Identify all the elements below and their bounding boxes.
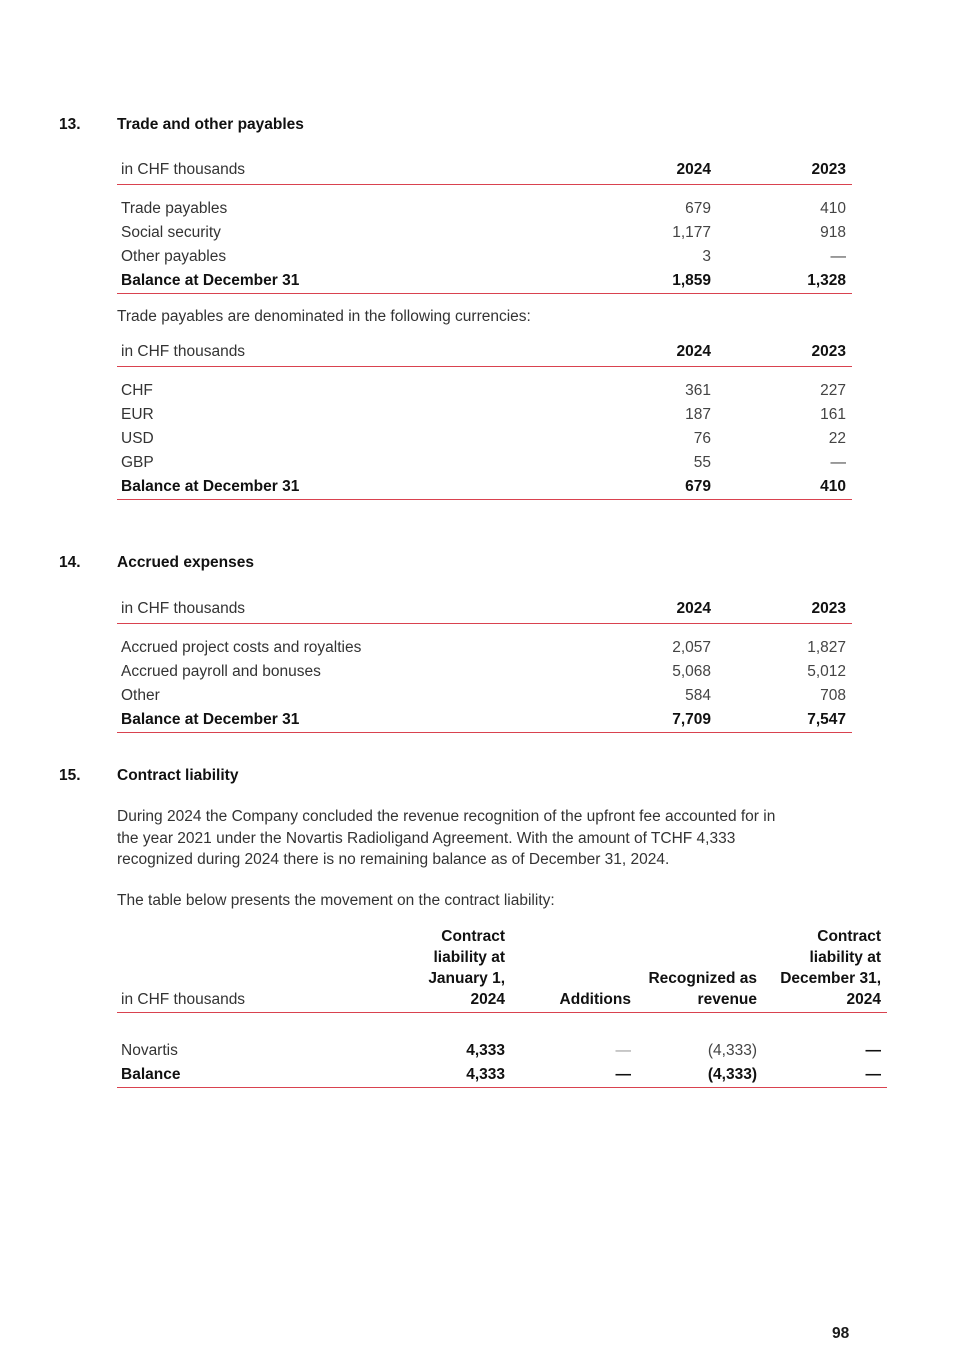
cell-value: —	[830, 454, 846, 471]
cell-value: 4,333	[466, 1042, 505, 1059]
column-header: 2023	[717, 597, 852, 624]
cell-value: 5,068	[672, 663, 711, 680]
cell-value: 22	[828, 430, 846, 447]
cell-value: 410	[717, 475, 852, 500]
cell-value: (4,333)	[637, 1063, 763, 1088]
cell-value: 1,827	[807, 639, 846, 656]
column-header-opening	[407, 926, 511, 1013]
table-row	[117, 660, 852, 684]
cell-value: 7,547	[717, 708, 852, 733]
column-header-additions	[511, 926, 637, 1013]
unit-label: in CHF thousands	[117, 926, 407, 1013]
total-row	[117, 475, 852, 500]
row-label: Social security	[121, 224, 221, 241]
cell-value: (4,333)	[707, 1042, 757, 1059]
table-row	[117, 684, 852, 708]
table-row	[117, 197, 852, 221]
row-label: Accrued project costs and royalties	[121, 639, 362, 656]
table-row	[117, 636, 852, 660]
paragraph-line: During 2024 the Company concluded the revenue recognition of the upfront fee accounted for in	[117, 808, 776, 825]
contract-liability-table	[117, 926, 887, 1088]
header-line: Recognized as	[648, 970, 757, 987]
column-header: 2024	[587, 340, 717, 367]
column-header: 2023	[717, 158, 852, 185]
intro-text: Trade payables are denominated in the following currencies:	[117, 308, 531, 325]
total-row	[117, 708, 852, 733]
section-number: 14.	[59, 554, 81, 571]
contract-liability-paragraph	[117, 806, 775, 871]
header-line: 2024	[470, 991, 505, 1008]
cell-value: —	[615, 1042, 631, 1059]
cell-value: 4,333	[407, 1063, 511, 1088]
header-line: liability at	[809, 949, 881, 966]
unit-label: in CHF thousands	[117, 597, 587, 624]
row-label: USD	[121, 430, 154, 447]
cell-value: 76	[693, 430, 711, 447]
cell-value: 679	[685, 200, 711, 217]
table-row	[117, 451, 852, 475]
cell-value: 708	[820, 687, 846, 704]
table-row	[117, 1039, 887, 1063]
cell-value: 918	[820, 224, 846, 241]
row-label: Balance at December 31	[117, 269, 587, 294]
page-number: 98	[832, 1325, 850, 1342]
section-title: Trade and other payables	[117, 116, 304, 133]
paragraph-line: recognized during 2024 there is no remaining balance as of December 31, 2024.	[117, 851, 670, 868]
cell-value: 1,859	[587, 269, 717, 294]
column-header-recognized	[637, 926, 763, 1013]
movement-intro	[117, 890, 555, 912]
row-label: Balance	[117, 1063, 407, 1088]
cell-value: 1,177	[672, 224, 711, 241]
cell-value: 161	[820, 406, 846, 423]
unit-label: in CHF thousands	[117, 158, 587, 185]
cell-value: 3	[702, 248, 711, 265]
header-line: revenue	[697, 991, 757, 1008]
row-label: GBP	[121, 454, 154, 471]
cell-value: 679	[587, 475, 717, 500]
table-row	[117, 403, 852, 427]
header-line: Contract	[817, 928, 881, 945]
accrued-expenses-table	[117, 597, 852, 733]
column-header: 2024	[587, 158, 717, 185]
cell-value: 410	[820, 200, 846, 217]
column-header-closing	[763, 926, 887, 1013]
header-line: December 31,	[780, 970, 881, 987]
intro-text: The table below presents the movement on the contract liability:	[117, 892, 555, 909]
trade-payables-table	[117, 158, 852, 294]
header-line: Additions	[559, 991, 631, 1008]
cell-value: 5,012	[807, 663, 846, 680]
section-number: 13.	[59, 116, 81, 133]
row-label: Accrued payroll and bonuses	[121, 663, 321, 680]
cell-value: 55	[693, 454, 711, 471]
row-label: Balance at December 31	[117, 475, 587, 500]
cell-value: 227	[820, 382, 846, 399]
row-label: Other	[121, 687, 160, 704]
header-line: 2024	[846, 991, 881, 1008]
row-label: EUR	[121, 406, 154, 423]
header-line: Contract	[441, 928, 505, 945]
total-row	[117, 269, 852, 294]
cell-value: —	[830, 248, 846, 265]
cell-value: 187	[685, 406, 711, 423]
total-row	[117, 1063, 887, 1088]
currency-intro	[117, 306, 531, 328]
cell-value: 2,057	[672, 639, 711, 656]
section-number: 15.	[59, 767, 81, 784]
cell-value: —	[865, 1042, 881, 1059]
cell-value: 361	[685, 382, 711, 399]
row-label: Other payables	[121, 248, 227, 265]
table-row	[117, 221, 852, 245]
table-row	[117, 245, 852, 269]
section-title: Accrued expenses	[117, 554, 254, 571]
cell-value: 1,328	[717, 269, 852, 294]
row-label: Trade payables	[121, 200, 228, 217]
cell-value: —	[511, 1063, 637, 1088]
row-label: CHF	[121, 382, 153, 399]
row-label: Balance at December 31	[117, 708, 587, 733]
table-row	[117, 427, 852, 451]
header-line: January 1,	[428, 970, 505, 987]
currency-table	[117, 340, 852, 500]
row-label: Novartis	[121, 1042, 178, 1059]
cell-value: —	[763, 1063, 887, 1088]
column-header: 2024	[587, 597, 717, 624]
section-title: Contract liability	[117, 767, 239, 784]
paragraph-line: the year 2021 under the Novartis Radioligand Agreement. With the amount of TCHF 4,333	[117, 829, 736, 847]
cell-value: 584	[685, 687, 711, 704]
header-line: liability at	[433, 949, 505, 966]
table-row	[117, 379, 852, 403]
column-header: 2023	[717, 340, 852, 367]
cell-value: 7,709	[587, 708, 717, 733]
unit-label: in CHF thousands	[117, 340, 587, 367]
